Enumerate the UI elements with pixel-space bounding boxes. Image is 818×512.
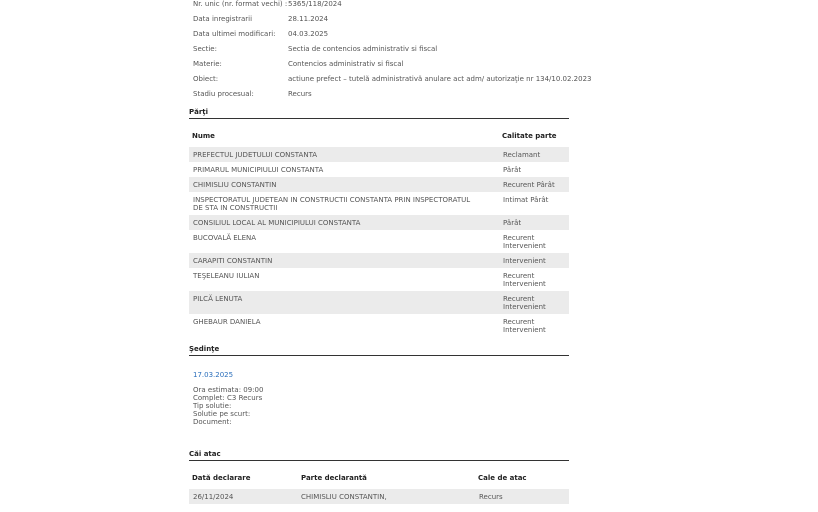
hearing-document: Document:: [193, 418, 232, 426]
table-row: [189, 314, 569, 337]
table-row: [189, 177, 569, 192]
column-header-calitate-parte: Calitate parte: [502, 132, 557, 140]
party-name: INSPECTORATUL JUDETEAN IN CONSTRUCTII CONSTANTA PRIN INSPECTORATUL DE STA IN CONSTRUCTII: [193, 196, 471, 212]
party-role: Recurent Intervenient: [503, 318, 546, 334]
parti-section: [189, 108, 569, 337]
cai-atac-section-title: Căi atac: [189, 450, 569, 461]
party-role: Recurent Intervenient: [503, 272, 546, 288]
party-name: CHIMISLIU CONSTANTIN: [193, 181, 277, 189]
info-row-stadiu-procesual: [189, 90, 569, 105]
party-role: Pârât: [503, 219, 522, 227]
sedinte-section: [189, 345, 569, 426]
info-value: 28.11.2024: [288, 15, 329, 23]
info-value: Contencios administrativ si fiscal: [288, 60, 404, 68]
info-label: Materie:: [193, 60, 222, 68]
appeal-date: 26/11/2024: [193, 493, 234, 501]
party-name: GHEBAUR DANIELA: [193, 318, 261, 326]
hearing-complet: Complet: C3 Recurs: [193, 394, 263, 402]
party-role: Pârât: [503, 166, 522, 174]
party-role: Recurent Intervenient: [503, 234, 546, 250]
info-row-data-ultimei-modificari: [189, 30, 569, 45]
party-name: PRIMARUL MUNICIPIULUI CONSTANTA: [193, 166, 324, 174]
hearing-tip-solutie: Tip solutie:: [193, 402, 232, 410]
table-row: [189, 147, 569, 162]
column-header-parte-declaranta: Parte declarantă: [301, 474, 367, 482]
table-row: [189, 162, 569, 177]
info-label: Data ultimei modificari:: [193, 30, 276, 38]
info-row-sectie: [189, 45, 569, 60]
info-label: Sectie:: [193, 45, 217, 53]
info-label: Obiect:: [193, 75, 219, 83]
party-role: Intervenient: [503, 257, 546, 265]
party-name: CARAPITI CONSTANTIN: [193, 257, 273, 265]
info-value: 5365/118/2024: [288, 0, 342, 8]
party-name: BUCOVALĂ ELENA: [193, 234, 257, 242]
table-row: [189, 253, 569, 268]
table-row: [189, 192, 569, 215]
hearing-date: 17.03.2025: [193, 371, 234, 379]
sedinte-section-title: Şedinţe: [189, 345, 569, 356]
table-row: [189, 291, 569, 314]
hearing-ora: Ora estimata: 09:00: [193, 386, 264, 394]
info-block: [189, 0, 592, 105]
appeal-party: CHIMISLIU CONSTANTIN,: [301, 493, 387, 501]
appeal-type: Recurs: [479, 493, 503, 501]
table-row: [189, 230, 569, 253]
info-row-nr-unic: [189, 0, 569, 15]
table-row: [189, 268, 569, 291]
info-row-obiect: [189, 75, 592, 90]
party-name: PREFECTUL JUDETULUI CONSTANTA: [193, 151, 318, 159]
parti-section-title: Părţi: [189, 108, 569, 119]
party-role: Reclamant: [503, 151, 541, 159]
cai-atac-table-header: [189, 474, 569, 486]
party-name: CONSILIUL LOCAL AL MUNICIPIULUI CONSTANTA: [193, 219, 361, 227]
info-value: 04.03.2025: [288, 30, 329, 38]
party-role: Recurent Pârât: [503, 181, 555, 189]
party-role: Recurent Intervenient: [503, 295, 546, 311]
column-header-data-declarare: Dată declarare: [192, 474, 251, 482]
table-row: [189, 489, 569, 504]
info-row-data-inregistrarii: [189, 15, 569, 30]
info-row-materie: [189, 60, 569, 75]
parti-table-header: [189, 132, 569, 144]
cai-atac-section: [189, 450, 569, 504]
hearing-solutie-pe-scurt: Solutie pe scurt:: [193, 410, 251, 418]
parti-table-body: [189, 147, 569, 337]
column-header-nume: Nume: [192, 132, 215, 140]
column-header-cale-de-atac: Cale de atac: [478, 474, 527, 482]
info-value: actiune prefect – tutelă administrativă anulare act adm/ autorizaţie nr 134/10.02.2023: [288, 75, 592, 83]
info-label: Stadiu procesual:: [193, 90, 254, 98]
party-role: Intimat Pârât: [503, 196, 549, 204]
party-name: TEŞELEANU IULIAN: [193, 272, 260, 280]
party-name: PILCĂ LENUTA: [193, 295, 243, 303]
info-value: Sectia de contencios administrativ si fiscal: [288, 45, 438, 53]
table-row: [189, 215, 569, 230]
info-label: Nr. unic (nr. format vechi) :: [193, 0, 288, 8]
info-value: Recurs: [288, 90, 312, 98]
info-label: Data inregistrarii: [193, 15, 253, 23]
hearing-details: [193, 386, 263, 426]
